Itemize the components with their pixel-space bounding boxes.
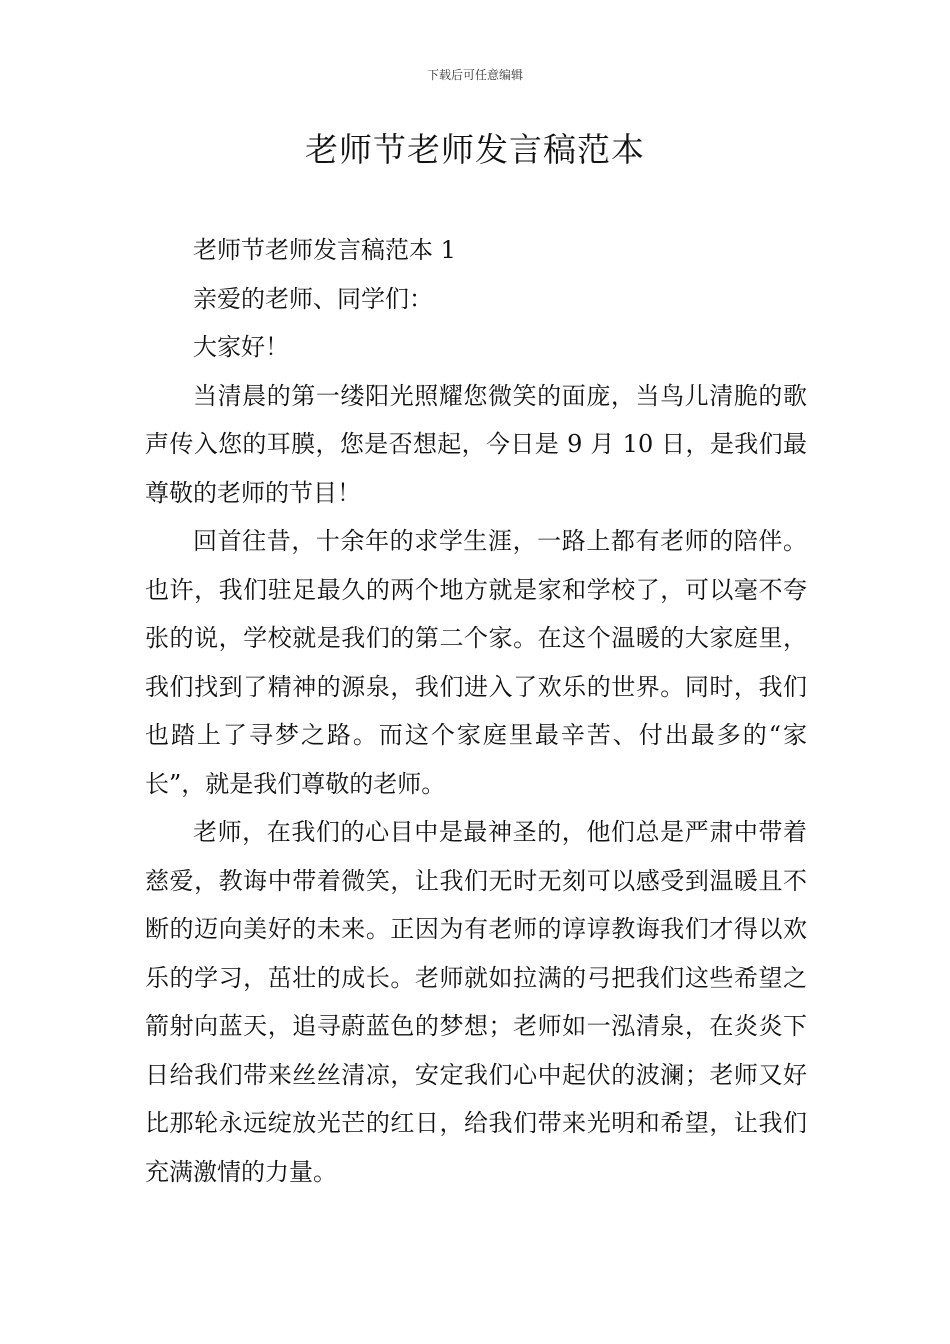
greeting-paragraph: 大家好！ <box>193 333 289 361</box>
body-paragraph: 老师，在我们的心目中是最神圣的，他们总是严肃中带着慈爱，教诲中带着微笑，让我们无时无刻可以感受到温暖且不断的迈向美好的未来。正因为有老师的谆谆教诲我们才得以欢乐的学习，茁壮的成长。老师就如拉满的弓把我们这些希望之箭射向蓝天，追寻蔚蓝色的梦想；老师如一泓清泉，在炎炎下日给我们带来丝丝清凉，安定我们心中起伏的波澜；老师又好比那轮永远绽放光芒的红日，给我们带来光明和希望，让我们充满激情的力量。 <box>145 818 807 1186</box>
subtitle-paragraph: 老师节老师发言稿范本 1 <box>193 236 456 264</box>
header-note: 下载后可任意编辑 <box>426 68 523 82</box>
document-title: 老师节老师发言稿范本 <box>305 130 645 169</box>
salutation-paragraph: 亲爱的老师、同学们： <box>193 284 433 313</box>
body-paragraph: 回首往昔，十余年的求学生涯，一路上都有老师的陪伴。也许，我们驻足最久的两个地方就是家和学校了，可以毫不夸张的说，学校就是我们的第二个家。在这个温暖的大家庭里，我们找到了精神的源泉，我们进入了欢乐的世界。同时，我们也踏上了寻梦之路。而这个家庭里最辛苦、付出最多的“家长”，就是我们尊敬的老师。 <box>145 527 807 798</box>
body-paragraph: 当清晨的第一缕阳光照耀您微笑的面庞，当鸟儿清脆的歌声传入您的耳膜，您是否想起，今日是 9 月 10 日，是我们最尊敬的老师的节目！ <box>145 381 807 507</box>
document-body <box>145 226 807 1196</box>
